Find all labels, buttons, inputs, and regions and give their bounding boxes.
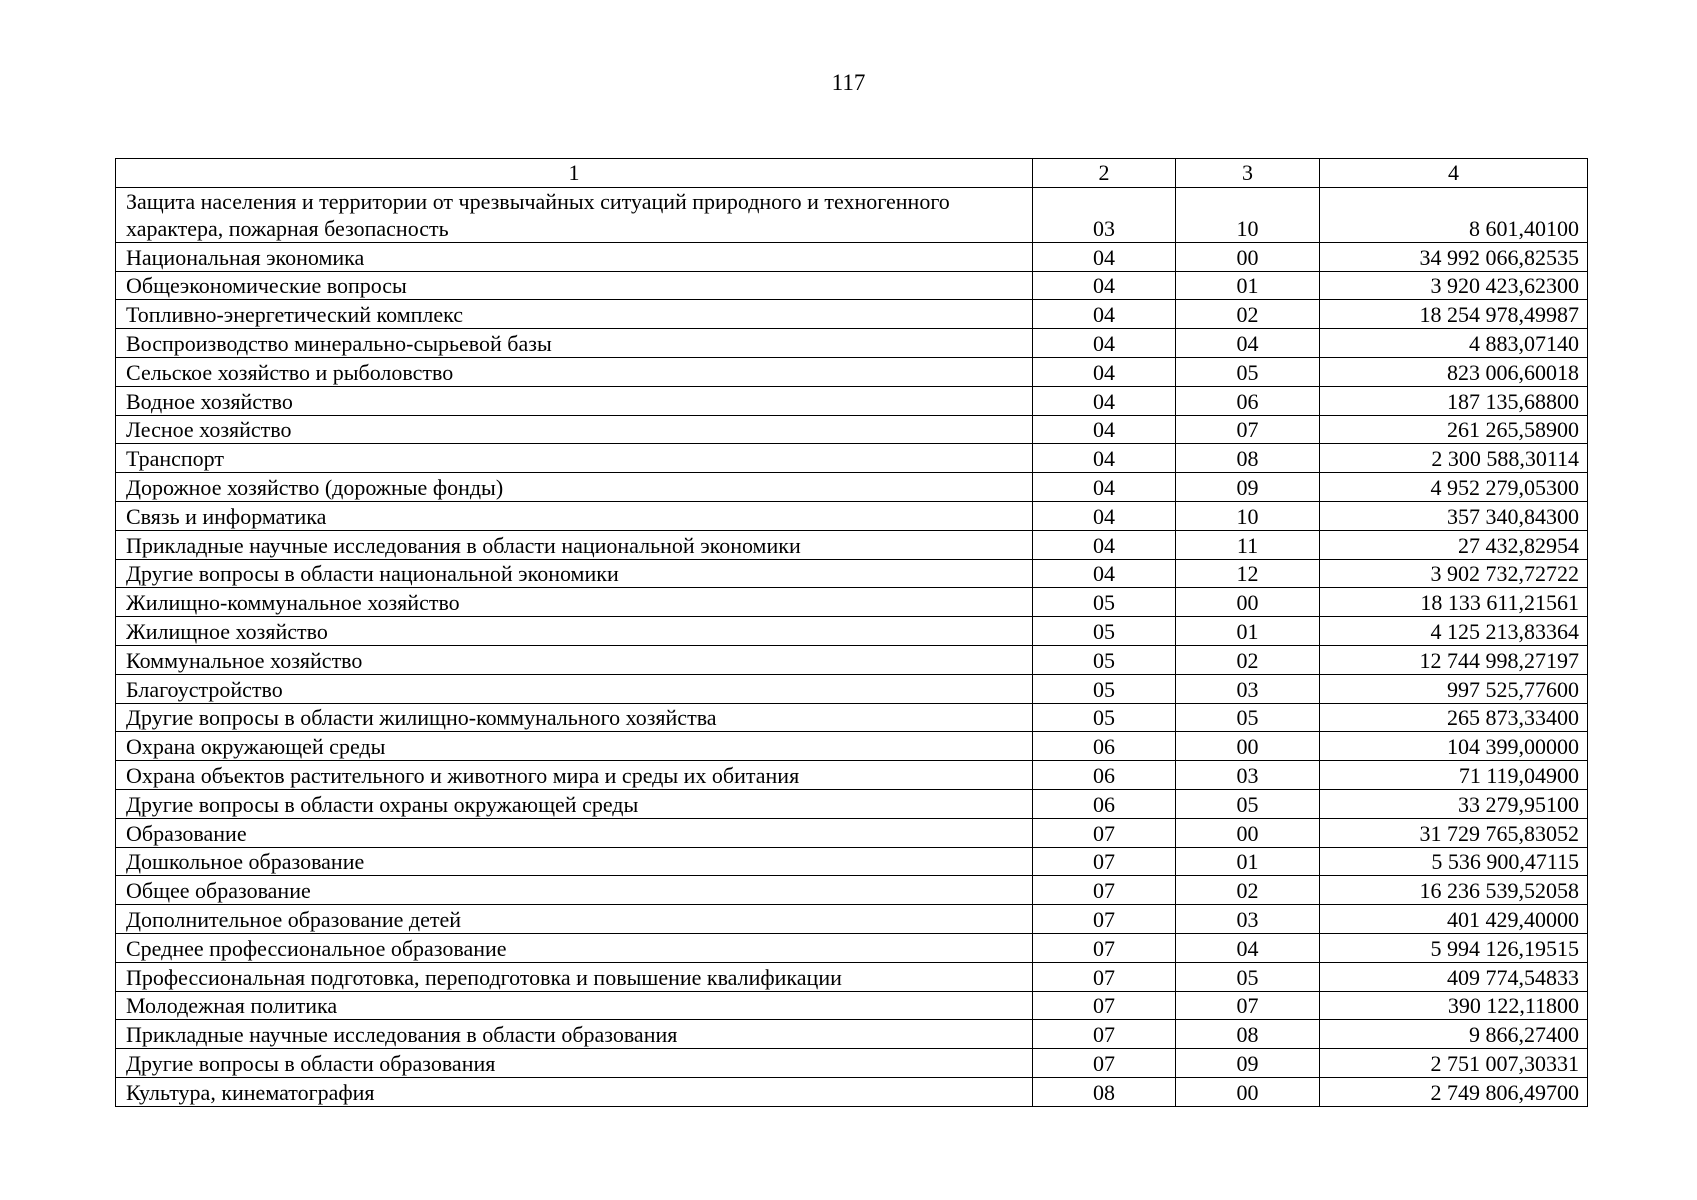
row-amount-cell: 31 729 765,83052	[1320, 818, 1588, 847]
row-name-cell: Охрана окружающей среды	[116, 732, 1033, 761]
table-row	[116, 674, 1588, 703]
row-subsection-cell: 07	[1176, 415, 1320, 444]
table-row	[116, 645, 1588, 674]
row-name-cell: Дорожное хозяйство (дорожные фонды)	[116, 473, 1033, 502]
header-col-4: 4	[1320, 159, 1588, 188]
row-subsection-cell: 11	[1176, 530, 1320, 559]
table-row	[116, 789, 1588, 818]
row-name-cell: Охрана объектов растительного и животного мира и среды их обитания	[116, 761, 1033, 790]
row-section-cell: 07	[1033, 933, 1176, 962]
row-section-cell: 04	[1033, 357, 1176, 386]
row-subsection-cell: 01	[1176, 617, 1320, 646]
row-section-cell: 08	[1033, 1077, 1176, 1106]
row-amount-cell: 4 952 279,05300	[1320, 473, 1588, 502]
table-row	[116, 732, 1588, 761]
row-subsection-cell: 03	[1176, 905, 1320, 934]
row-subsection-cell: 00	[1176, 732, 1320, 761]
table-row	[116, 473, 1588, 502]
row-name-cell: Общее образование	[116, 876, 1033, 905]
row-subsection-cell: 02	[1176, 876, 1320, 905]
header-col-2: 2	[1033, 159, 1176, 188]
row-amount-cell: 18 133 611,21561	[1320, 588, 1588, 617]
header-col-1: 1	[116, 159, 1033, 188]
row-name-cell: Национальная экономика	[116, 242, 1033, 271]
row-name-cell: Профессиональная подготовка, переподготовка и повышение квалификации	[116, 962, 1033, 991]
row-amount-cell: 18 254 978,49987	[1320, 300, 1588, 329]
row-name-cell: Жилищно-коммунальное хозяйство	[116, 588, 1033, 617]
row-name-cell: Защита населения и территории от чрезвычайных ситуаций природного и техногенного характера, пожарная безопасность	[116, 187, 1033, 242]
table-row	[116, 818, 1588, 847]
row-section-cell: 07	[1033, 847, 1176, 876]
row-section-cell: 05	[1033, 703, 1176, 732]
row-subsection-cell: 00	[1176, 818, 1320, 847]
table-row	[116, 876, 1588, 905]
row-name-cell: Связь и информатика	[116, 501, 1033, 530]
row-section-cell: 04	[1033, 329, 1176, 358]
row-section-cell: 07	[1033, 962, 1176, 991]
row-section-cell: 06	[1033, 789, 1176, 818]
row-amount-cell: 390 122,11800	[1320, 991, 1588, 1020]
row-subsection-cell: 08	[1176, 1020, 1320, 1049]
row-name-cell: Жилищное хозяйство	[116, 617, 1033, 646]
table-row	[116, 703, 1588, 732]
row-amount-cell: 104 399,00000	[1320, 732, 1588, 761]
table-row	[116, 761, 1588, 790]
row-amount-cell: 9 866,27400	[1320, 1020, 1588, 1049]
row-section-cell: 04	[1033, 415, 1176, 444]
table-row	[116, 386, 1588, 415]
table-row	[116, 329, 1588, 358]
row-section-cell: 04	[1033, 271, 1176, 300]
row-section-cell: 07	[1033, 1020, 1176, 1049]
budget-table	[115, 158, 1588, 1107]
row-amount-cell: 5 994 126,19515	[1320, 933, 1588, 962]
row-name-cell: Другие вопросы в области жилищно-коммунального хозяйства	[116, 703, 1033, 732]
row-amount-cell: 3 920 423,62300	[1320, 271, 1588, 300]
row-section-cell: 04	[1033, 559, 1176, 588]
row-amount-cell: 2 300 588,30114	[1320, 444, 1588, 473]
row-subsection-cell: 08	[1176, 444, 1320, 473]
row-name-cell: Прикладные научные исследования в области образования	[116, 1020, 1033, 1049]
table-row	[116, 1020, 1588, 1049]
row-subsection-cell: 09	[1176, 1049, 1320, 1078]
row-amount-cell: 33 279,95100	[1320, 789, 1588, 818]
row-subsection-cell: 05	[1176, 962, 1320, 991]
row-subsection-cell: 04	[1176, 329, 1320, 358]
row-subsection-cell: 00	[1176, 588, 1320, 617]
row-section-cell: 04	[1033, 242, 1176, 271]
table-row	[116, 501, 1588, 530]
row-section-cell: 07	[1033, 991, 1176, 1020]
row-section-cell: 05	[1033, 617, 1176, 646]
row-amount-cell: 2 751 007,30331	[1320, 1049, 1588, 1078]
row-subsection-cell: 06	[1176, 386, 1320, 415]
row-name-cell: Сельское хозяйство и рыболовство	[116, 357, 1033, 386]
table-row	[116, 300, 1588, 329]
row-subsection-cell: 10	[1176, 187, 1320, 242]
table-row	[116, 905, 1588, 934]
table-row	[116, 242, 1588, 271]
table-row	[116, 1077, 1588, 1106]
table-row	[116, 617, 1588, 646]
row-amount-cell: 357 340,84300	[1320, 501, 1588, 530]
row-amount-cell: 409 774,54833	[1320, 962, 1588, 991]
row-name-cell: Топливно-энергетический комплекс	[116, 300, 1033, 329]
row-subsection-cell: 12	[1176, 559, 1320, 588]
row-amount-cell: 261 265,58900	[1320, 415, 1588, 444]
row-subsection-cell: 00	[1176, 242, 1320, 271]
row-section-cell: 04	[1033, 473, 1176, 502]
row-name-cell: Другие вопросы в области национальной экономики	[116, 559, 1033, 588]
row-section-cell: 05	[1033, 588, 1176, 617]
row-amount-cell: 4 125 213,83364	[1320, 617, 1588, 646]
row-name-cell: Лесное хозяйство	[116, 415, 1033, 444]
row-section-cell: 07	[1033, 905, 1176, 934]
row-name-cell: Другие вопросы в области охраны окружающей среды	[116, 789, 1033, 818]
row-name-cell: Коммунальное хозяйство	[116, 645, 1033, 674]
table-row	[116, 559, 1588, 588]
row-subsection-cell: 04	[1176, 933, 1320, 962]
row-subsection-cell: 01	[1176, 271, 1320, 300]
row-amount-cell: 187 135,68800	[1320, 386, 1588, 415]
row-section-cell: 06	[1033, 761, 1176, 790]
row-amount-cell: 401 429,40000	[1320, 905, 1588, 934]
row-section-cell: 04	[1033, 300, 1176, 329]
table-row	[116, 847, 1588, 876]
table-row	[116, 588, 1588, 617]
row-amount-cell: 27 432,82954	[1320, 530, 1588, 559]
row-subsection-cell: 00	[1176, 1077, 1320, 1106]
page-number: 117	[831, 70, 866, 95]
row-section-cell: 07	[1033, 876, 1176, 905]
row-section-cell: 04	[1033, 444, 1176, 473]
row-subsection-cell: 10	[1176, 501, 1320, 530]
row-subsection-cell: 02	[1176, 300, 1320, 329]
row-subsection-cell: 05	[1176, 703, 1320, 732]
row-subsection-cell: 02	[1176, 645, 1320, 674]
row-subsection-cell: 05	[1176, 357, 1320, 386]
table-row	[116, 530, 1588, 559]
table-header-row	[116, 159, 1588, 188]
row-name-cell: Благоустройство	[116, 674, 1033, 703]
row-amount-cell: 34 992 066,82535	[1320, 242, 1588, 271]
row-amount-cell: 8 601,40100	[1320, 187, 1588, 242]
row-subsection-cell: 05	[1176, 789, 1320, 818]
row-amount-cell: 823 006,60018	[1320, 357, 1588, 386]
row-section-cell: 04	[1033, 386, 1176, 415]
row-name-cell: Образование	[116, 818, 1033, 847]
row-section-cell: 04	[1033, 501, 1176, 530]
table-row	[116, 415, 1588, 444]
row-amount-cell: 12 744 998,27197	[1320, 645, 1588, 674]
row-amount-cell: 5 536 900,47115	[1320, 847, 1588, 876]
table-row	[116, 357, 1588, 386]
row-section-cell: 07	[1033, 1049, 1176, 1078]
table-row	[116, 444, 1588, 473]
row-name-cell: Культура, кинематография	[116, 1077, 1033, 1106]
row-name-cell: Дошкольное образование	[116, 847, 1033, 876]
row-section-cell: 05	[1033, 674, 1176, 703]
table-row	[116, 991, 1588, 1020]
row-section-cell: 04	[1033, 530, 1176, 559]
row-amount-cell: 3 902 732,72722	[1320, 559, 1588, 588]
table-body	[116, 187, 1588, 1106]
row-amount-cell: 265 873,33400	[1320, 703, 1588, 732]
row-subsection-cell: 03	[1176, 674, 1320, 703]
table-row	[116, 933, 1588, 962]
row-section-cell: 03	[1033, 187, 1176, 242]
row-subsection-cell: 09	[1176, 473, 1320, 502]
row-name-cell: Молодежная политика	[116, 991, 1033, 1020]
row-section-cell: 05	[1033, 645, 1176, 674]
row-amount-cell: 16 236 539,52058	[1320, 876, 1588, 905]
row-name-cell: Общеэкономические вопросы	[116, 271, 1033, 300]
row-section-cell: 07	[1033, 818, 1176, 847]
row-amount-cell: 4 883,07140	[1320, 329, 1588, 358]
table-row	[116, 962, 1588, 991]
row-name-cell: Воспроизводство минерально-сырьевой базы	[116, 329, 1033, 358]
table-row	[116, 1049, 1588, 1078]
table-row	[116, 271, 1588, 300]
row-name-cell: Другие вопросы в области образования	[116, 1049, 1033, 1078]
row-amount-cell: 71 119,04900	[1320, 761, 1588, 790]
table-row	[116, 187, 1588, 242]
header-col-3: 3	[1176, 159, 1320, 188]
row-amount-cell: 2 749 806,49700	[1320, 1077, 1588, 1106]
row-name-cell: Водное хозяйство	[116, 386, 1033, 415]
row-subsection-cell: 07	[1176, 991, 1320, 1020]
row-name-cell: Дополнительное образование детей	[116, 905, 1033, 934]
row-subsection-cell: 03	[1176, 761, 1320, 790]
row-section-cell: 06	[1033, 732, 1176, 761]
row-name-cell: Прикладные научные исследования в области национальной экономики	[116, 530, 1033, 559]
row-name-cell: Транспорт	[116, 444, 1033, 473]
row-name-cell: Среднее профессиональное образование	[116, 933, 1033, 962]
row-subsection-cell: 01	[1176, 847, 1320, 876]
row-amount-cell: 997 525,77600	[1320, 674, 1588, 703]
